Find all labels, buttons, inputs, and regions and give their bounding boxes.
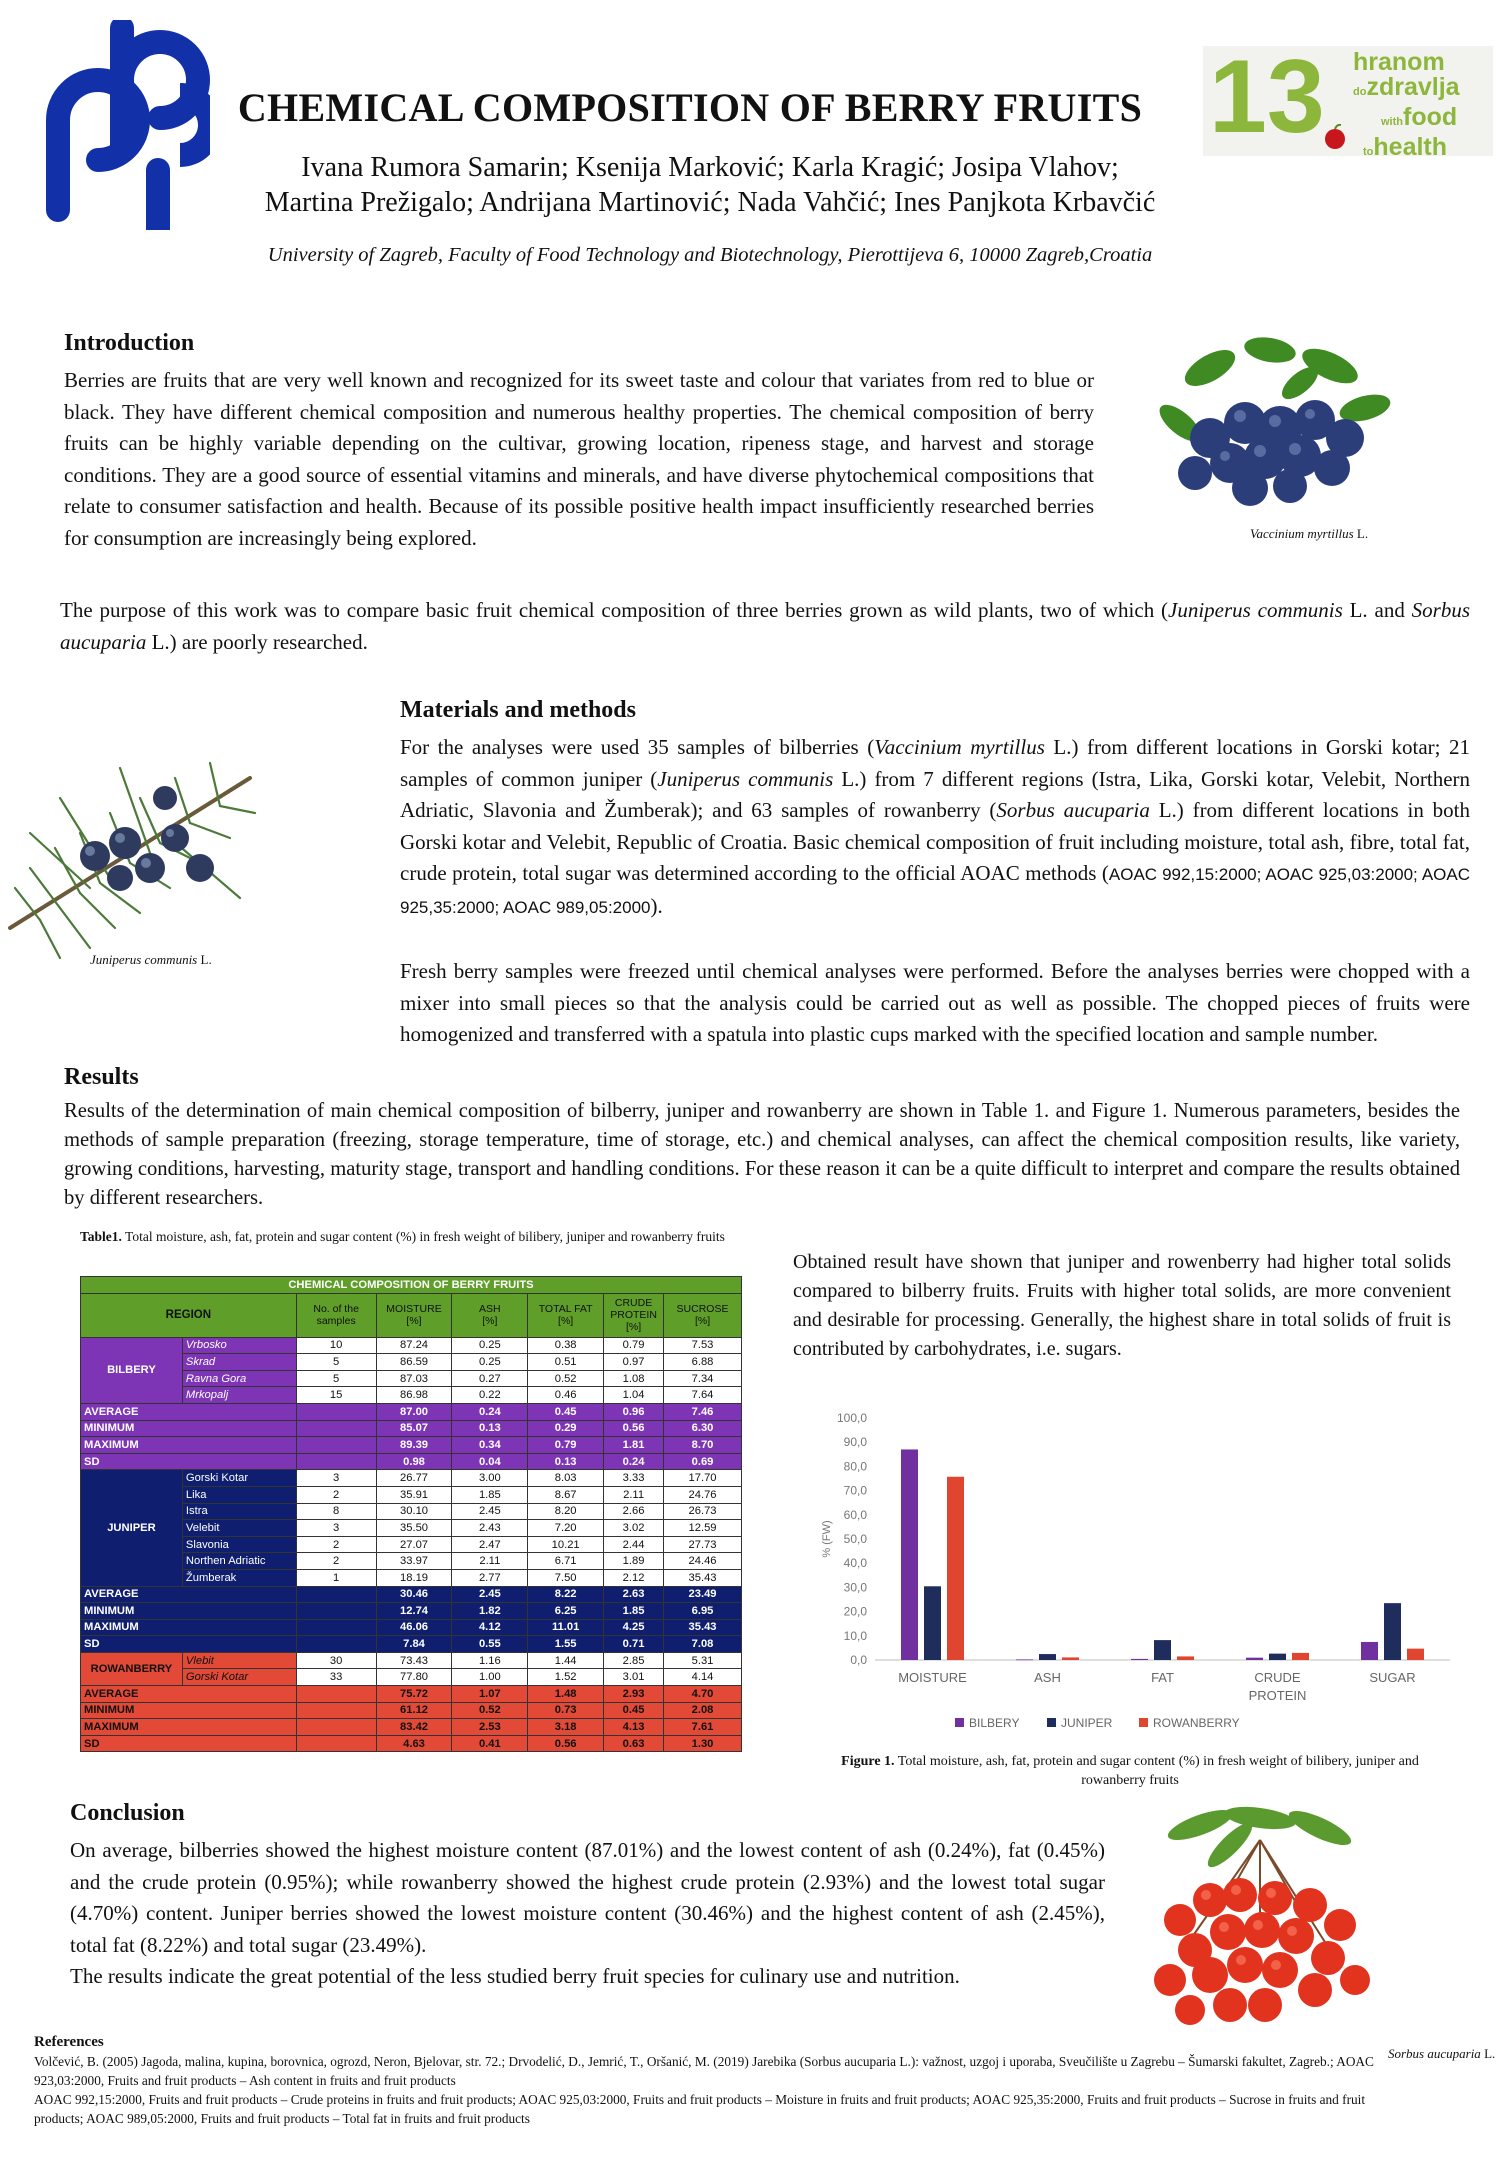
value-cell: 0.25	[452, 1337, 528, 1354]
location-cell: Gorski Kotar	[182, 1470, 296, 1487]
bar-bilbery-moisture	[901, 1449, 918, 1660]
stat-value-cell: 0.52	[452, 1702, 528, 1719]
stat-label: MAXIMUM	[81, 1719, 297, 1736]
bar-bilbery-ash	[1016, 1659, 1033, 1660]
legend-label-bilbery: BILBERY	[969, 1716, 1020, 1730]
methods-text-2: Fresh berry samples were freezed until chemical analyses were performed. Before the analyses berries were chopped with a mixer into small pieces so that the analysis could be carried out as well as possible. The chopped pieces of fruits were homogenized and transferred with a spatula into plastic cups marked with the specified location and sample number.	[400, 959, 1470, 1046]
value-cell: 87.03	[376, 1370, 452, 1387]
results-text: Results of the determination of main chemical composition of bilberry, juniper and rowanberry are shown in Table 1. and Figure 1. Numerous parameters, besides the methods of sample preparation (freezing, storage temperature, time of storage, etc.) and chemical analyses, can affect the chemical composition results, like variety, growing conditions, harvesting, maturity stage, transport and handling conditions. For these reason it can be a quite difficult to interpret and compare the results obtained by different researchers.	[64, 1100, 1460, 1209]
stat-value-cell: 7.84	[376, 1636, 452, 1653]
stat-value-cell: 1.55	[528, 1636, 604, 1653]
methods-text-1: For the analyses were used 35 samples of bilberries (Vaccinium myrtillus L.) from different locations in Gorski kotar; 21 samples of common juniper (Juniperus communis L.) from 7 different regions (Istra, Lika, Gorski kotar, Velebit, Northern Adriatic, Slavonia and Žumberak); and 63 samples of rowanberry (Sorbus aucuparia L.) from different locations in both Gorski kotar and Velebit, Republic of Croatia. Basic chemical composition of fruit including moisture, total ash, fibre, total fat, crude protein, total sugar was determined according to the official AOAC methods (AOAC 992,15:2000; AOAC 925,03:2000; AOAC 925,35:2000; AOAC 989,05:2000).	[400, 735, 1471, 918]
header-samples: No. of the samples	[296, 1293, 376, 1337]
bar-bilbery-sugar	[1361, 1642, 1378, 1660]
stat-label: SD	[81, 1735, 297, 1752]
conclusion-text-2: The results indicate the great potential of the less studied berry fruit species for culinary use and nutrition.	[70, 1964, 960, 1988]
value-cell: 2.47	[452, 1536, 528, 1553]
stat-label: MAXIMUM	[81, 1619, 297, 1636]
value-cell: 8.03	[528, 1470, 604, 1487]
x-tick-label: SUGAR	[1369, 1670, 1416, 1685]
value-cell: 4.14	[664, 1669, 742, 1686]
value-cell: 15	[296, 1387, 376, 1404]
stat-value-cell: 0.69	[664, 1453, 742, 1470]
stat-value-cell: 0.45	[528, 1403, 604, 1420]
stat-row	[81, 1586, 742, 1603]
value-cell: 3.00	[452, 1470, 528, 1487]
bilberry-image	[1150, 328, 1400, 528]
bar-chart	[800, 1400, 1460, 1740]
stat-label: AVERAGE	[81, 1686, 297, 1703]
juniper-caption: Juniperus communis L.	[90, 952, 212, 967]
value-cell: 1.52	[528, 1669, 604, 1686]
stat-value-cell: 4.63	[376, 1735, 452, 1752]
stat-value-cell: 87.00	[376, 1403, 452, 1420]
header-region: REGION	[81, 1293, 297, 1337]
composition-table	[80, 1276, 742, 1752]
value-cell: 0.51	[528, 1354, 604, 1371]
value-cell: 8.67	[528, 1486, 604, 1503]
event-logo-text: hranom dozdravlja withfood tohealth	[1353, 48, 1460, 161]
value-cell: 2	[296, 1553, 376, 1570]
stat-value-cell: 2.63	[604, 1586, 664, 1603]
value-cell: 3	[296, 1470, 376, 1487]
table-row	[81, 1337, 742, 1354]
stat-label: SD	[81, 1636, 297, 1653]
value-cell: 24.76	[664, 1486, 742, 1503]
table-row	[81, 1652, 742, 1669]
stat-value-cell: 4.13	[604, 1719, 664, 1736]
x-tick-label: PROTEIN	[1248, 1688, 1307, 1703]
stat-value-cell: 1.07	[452, 1686, 528, 1703]
location-cell: Mrkopalj	[182, 1387, 296, 1404]
stat-blank-cell	[296, 1636, 376, 1653]
stat-blank-cell	[296, 1719, 376, 1736]
y-tick-label: 50,0	[843, 1532, 867, 1546]
bilberry-caption: Vaccinium myrtillus L.	[1250, 526, 1369, 541]
y-tick-label: 30,0	[843, 1580, 867, 1595]
stat-row	[81, 1453, 742, 1470]
stat-value-cell: 0.98	[376, 1453, 452, 1470]
rowanberry-image	[1120, 1800, 1400, 2050]
value-cell: 10.21	[528, 1536, 604, 1553]
value-cell: 2.66	[604, 1503, 664, 1520]
value-cell: 8	[296, 1503, 376, 1520]
stat-blank-cell	[296, 1619, 376, 1636]
group-name-cell: JUNIPER	[81, 1470, 183, 1586]
stat-value-cell: 7.46	[664, 1403, 742, 1420]
stat-row	[81, 1702, 742, 1719]
value-cell: 12.59	[664, 1520, 742, 1537]
stat-value-cell: 0.24	[452, 1403, 528, 1420]
header-sucrose: SUCROSE [%]	[664, 1293, 742, 1337]
stat-value-cell: 4.25	[604, 1619, 664, 1636]
value-cell: 7.64	[664, 1387, 742, 1404]
bar-juniper-fat	[1154, 1640, 1171, 1660]
stat-value-cell: 30.46	[376, 1586, 452, 1603]
references-text-1: Volčević, B. (2005) Jagoda, malina, kupina, borovnica, ogrozd, Neron, Bjelovar, str. 72.; Drvodelić, D., Jemrić, T., Oršanić, M. (2019) Jarebika (Sorbus aucuparia L.): važnost, uzgoj i uporaba, Sveučilište u Zagrebu – Šumarski fakultet, Zagreb.; AOAC 923,03:2000, Fruits and fruit products – Ash content in fruits and fruit products	[34, 2054, 1374, 2088]
value-cell: 87.24	[376, 1337, 452, 1354]
figure-caption: Figure 1. Total moisture, ash, fat, protein and sugar content (%) in fresh weight of bilibery, juniper and rowanberry fruits	[841, 1754, 1419, 1788]
value-cell: 2	[296, 1486, 376, 1503]
stat-value-cell: 2.45	[452, 1586, 528, 1603]
rowanberry-caption: Sorbus aucuparia L.	[1388, 2046, 1496, 2061]
value-cell: 1.85	[452, 1486, 528, 1503]
value-cell: 86.98	[376, 1387, 452, 1404]
x-tick-label: CRUDE	[1254, 1670, 1301, 1685]
value-cell: 17.70	[664, 1470, 742, 1487]
value-cell: 18.19	[376, 1569, 452, 1586]
stat-row	[81, 1437, 742, 1454]
bar-juniper-sugar	[1384, 1603, 1401, 1660]
stat-row	[81, 1420, 742, 1437]
stat-value-cell: 1.82	[452, 1603, 528, 1620]
x-tick-label: ASH	[1034, 1670, 1061, 1685]
stat-blank-cell	[296, 1420, 376, 1437]
stat-value-cell: 11.01	[528, 1619, 604, 1636]
group-name-cell: BILBERY	[81, 1337, 183, 1403]
y-tick-label: 40,0	[843, 1556, 867, 1571]
results-heading: Results	[64, 1064, 139, 1090]
legend-swatch-bilbery	[955, 1718, 964, 1727]
location-cell: Gorski Kotar	[182, 1669, 296, 1686]
stat-value-cell: 89.39	[376, 1437, 452, 1454]
stat-label: MAXIMUM	[81, 1437, 297, 1454]
table-row	[81, 1470, 742, 1487]
value-cell: 7.53	[664, 1337, 742, 1354]
stat-label: AVERAGE	[81, 1403, 297, 1420]
event-logo	[1203, 39, 1493, 161]
stat-blank-cell	[296, 1403, 376, 1420]
y-tick-label: 80,0	[843, 1459, 867, 1474]
stat-value-cell: 0.29	[528, 1420, 604, 1437]
value-cell: 26.73	[664, 1503, 742, 1520]
stat-value-cell: 1.30	[664, 1735, 742, 1752]
value-cell: 1.04	[604, 1387, 664, 1404]
header-moisture: MOISTURE [%]	[376, 1293, 452, 1337]
stat-value-cell: 61.12	[376, 1702, 452, 1719]
y-tick-label: 20,0	[843, 1604, 867, 1619]
x-tick-label: MOISTURE	[898, 1670, 967, 1685]
legend-label-juniper: JUNIPER	[1061, 1716, 1113, 1730]
value-cell: 0.22	[452, 1387, 528, 1404]
results-side-text: Obtained result have shown that juniper and rowenberry had higher total solids compared to bilberry fruits. Fruits with higher total solids, are more convenient and desirable for processing. Generally, the highest share in total solids of fruit is contributed by carbohydrates, i.e. sugars.	[793, 1251, 1451, 1360]
stat-value-cell: 46.06	[376, 1619, 452, 1636]
stat-value-cell: 8.22	[528, 1586, 604, 1603]
stat-value-cell: 2.93	[604, 1686, 664, 1703]
purpose-text: The purpose of this work was to compare basic fruit chemical composition of three berries grown as wild plants, two of which (Juniperus communis L. and Sorbus aucuparia L.) are poorly researched.	[60, 598, 1470, 654]
y-axis-label: % (FW)	[821, 1520, 833, 1558]
value-cell: 2.12	[604, 1569, 664, 1586]
value-cell: 26.77	[376, 1470, 452, 1487]
stat-label: MINIMUM	[81, 1702, 297, 1719]
bar-rowanberry-moisture	[947, 1477, 964, 1660]
stat-value-cell: 75.72	[376, 1686, 452, 1703]
value-cell: 7.50	[528, 1569, 604, 1586]
stat-value-cell: 0.24	[604, 1453, 664, 1470]
references	[34, 2032, 1384, 2128]
stat-value-cell: 85.07	[376, 1420, 452, 1437]
y-tick-label: 70,0	[843, 1483, 867, 1498]
stat-value-cell: 0.56	[528, 1735, 604, 1752]
stat-row	[81, 1636, 742, 1653]
value-cell: 1.89	[604, 1553, 664, 1570]
author-list: Ivana Rumora Samarin; Ksenija Marković; Karla Kragić; Josipa Vlahov; Martina Prežigalo; Andrijana Martinović; Nada Vahčić; Ines Panjkota Krbavčić	[264, 152, 1156, 218]
location-cell: Northen Adriatic	[182, 1553, 296, 1570]
value-cell: 1.08	[604, 1370, 664, 1387]
legend-swatch-rowanberry	[1139, 1718, 1148, 1727]
value-cell: 27.73	[664, 1536, 742, 1553]
value-cell: 35.91	[376, 1486, 452, 1503]
stat-blank-cell	[296, 1603, 376, 1620]
legend-label-rowanberry: ROWANBERRY	[1153, 1716, 1240, 1730]
location-cell: Vrbosko	[182, 1337, 296, 1354]
stat-row	[81, 1403, 742, 1420]
juniper-image	[0, 738, 260, 968]
value-cell: 6.71	[528, 1553, 604, 1570]
bar-rowanberry-sugar	[1407, 1649, 1424, 1660]
stat-row	[81, 1719, 742, 1736]
value-cell: 0.46	[528, 1387, 604, 1404]
location-cell: Lika	[182, 1486, 296, 1503]
stat-value-cell: 0.04	[452, 1453, 528, 1470]
stat-row	[81, 1619, 742, 1636]
bar-juniper-moisture	[924, 1586, 941, 1660]
value-cell: 24.46	[664, 1553, 742, 1570]
y-tick-label: 90,0	[843, 1435, 867, 1450]
stat-label: MINIMUM	[81, 1603, 297, 1620]
y-tick-label: 0,0	[850, 1653, 867, 1667]
stat-blank-cell	[296, 1437, 376, 1454]
stat-value-cell: 2.08	[664, 1702, 742, 1719]
stat-blank-cell	[296, 1453, 376, 1470]
value-cell: 10	[296, 1337, 376, 1354]
apple-icon	[1323, 124, 1347, 150]
value-cell: 1.16	[452, 1652, 528, 1669]
value-cell: 2.85	[604, 1652, 664, 1669]
value-cell: 3.01	[604, 1669, 664, 1686]
value-cell: 0.79	[604, 1337, 664, 1354]
stat-label: SD	[81, 1453, 297, 1470]
y-tick-label: 60,0	[843, 1507, 867, 1522]
stat-value-cell: 6.95	[664, 1603, 742, 1620]
value-cell: 35.50	[376, 1520, 452, 1537]
stat-value-cell: 6.25	[528, 1603, 604, 1620]
location-cell: Vlebit	[182, 1652, 296, 1669]
value-cell: 3.33	[604, 1470, 664, 1487]
bar-rowanberry-crude-protein	[1292, 1653, 1309, 1660]
value-cell: 0.25	[452, 1354, 528, 1371]
stat-value-cell: 7.08	[664, 1636, 742, 1653]
value-cell: 3	[296, 1520, 376, 1537]
introduction-text: Berries are fruits that are very well known and recognized for its sweet taste and colour that variates from red to blue or black. They have different chemical composition and numerous healthy properties. The chemical composition of berry fruits can be highly variable depending on the cultivar, growing location, ripeness stage, and harvest and storage conditions. They are a good source of essential vitamins and minerals, and have diverse phytochemical compositions that relate to consumer satisfaction and health. Because of its possible positive health impact insufficiently researched berries for consumption are increasingly being explored.	[64, 368, 1094, 550]
stat-value-cell: 1.81	[604, 1437, 664, 1454]
value-cell: 30.10	[376, 1503, 452, 1520]
stat-value-cell: 0.63	[604, 1735, 664, 1752]
stat-value-cell: 2.53	[452, 1719, 528, 1736]
value-cell: 2.43	[452, 1520, 528, 1537]
stat-value-cell: 0.73	[528, 1702, 604, 1719]
event-logo-number: 13	[1209, 39, 1325, 155]
stat-value-cell: 0.34	[452, 1437, 528, 1454]
bar-bilbery-fat	[1131, 1659, 1148, 1660]
stat-value-cell: 83.42	[376, 1719, 452, 1736]
x-tick-label: FAT	[1151, 1670, 1174, 1685]
stat-blank-cell	[296, 1686, 376, 1703]
value-cell: 5	[296, 1354, 376, 1371]
value-cell: 2	[296, 1536, 376, 1553]
bar-rowanberry-ash	[1062, 1657, 1079, 1660]
y-tick-label: 10,0	[843, 1628, 867, 1643]
value-cell: 30	[296, 1652, 376, 1669]
stat-value-cell: 35.43	[664, 1619, 742, 1636]
stat-value-cell: 3.18	[528, 1719, 604, 1736]
value-cell: 2.11	[604, 1486, 664, 1503]
value-cell: 77.80	[376, 1669, 452, 1686]
location-cell: Ravna Gora	[182, 1370, 296, 1387]
value-cell: 33	[296, 1669, 376, 1686]
location-cell: Žumberak	[182, 1569, 296, 1586]
stat-value-cell: 0.56	[604, 1420, 664, 1437]
value-cell: 1.44	[528, 1652, 604, 1669]
stat-value-cell: 7.61	[664, 1719, 742, 1736]
stat-value-cell: 0.79	[528, 1437, 604, 1454]
value-cell: 73.43	[376, 1652, 452, 1669]
value-cell: 2.45	[452, 1503, 528, 1520]
value-cell: 5	[296, 1370, 376, 1387]
value-cell: 3.02	[604, 1520, 664, 1537]
stat-row	[81, 1735, 742, 1752]
value-cell: 6.88	[664, 1354, 742, 1371]
value-cell: 2.11	[452, 1553, 528, 1570]
conclusion-heading: Conclusion	[70, 1800, 185, 1826]
stat-value-cell: 4.12	[452, 1619, 528, 1636]
introduction-heading: Introduction	[64, 330, 195, 356]
header-fat: TOTAL FAT [%]	[528, 1293, 604, 1337]
references-text-2: AOAC 992,15:2000, Fruits and fruit products – Crude proteins in fruits and fruit products; AOAC 925,03:2000, Fruits and fruit products – Moisture in fruits and fruit products; AOAC 925,35:2000, Fruits and fruit products – Sucrose in fruits and fruit products; AOAC 989,05:2000, Fruits and fruit products – Total fat in fruits and fruit products	[34, 2092, 1366, 2126]
stat-value-cell: 4.70	[664, 1686, 742, 1703]
value-cell: 0.38	[528, 1337, 604, 1354]
references-heading: References	[34, 2034, 104, 2050]
stat-value-cell: 0.41	[452, 1735, 528, 1752]
stat-value-cell: 0.13	[452, 1420, 528, 1437]
conclusion-text-1: On average, bilberries showed the highest moisture content (87.01%) and the lowest content of ash (0.24%), fat (0.45%) and the crude protein (0.95%); while rowanberry showed the highest crude protein (2.93%) and the lowest total sugar (4.70%) content. Juniper berries showed the lowest moisture content (30.46%) and the highest content of ash (2.45%), total fat (8.22%) and total sugar (23.49%).	[70, 1838, 1105, 1957]
stat-value-cell: 6.30	[664, 1420, 742, 1437]
header-ash: ASH [%]	[452, 1293, 528, 1337]
group-name-cell: ROWANBERRY	[81, 1652, 183, 1685]
location-cell: Skrad	[182, 1354, 296, 1371]
value-cell: 8.20	[528, 1503, 604, 1520]
value-cell: 7.34	[664, 1370, 742, 1387]
stat-value-cell: 0.45	[604, 1702, 664, 1719]
stat-value-cell: 1.48	[528, 1686, 604, 1703]
stat-value-cell: 0.55	[452, 1636, 528, 1653]
bar-juniper-crude-protein	[1269, 1654, 1286, 1660]
value-cell: 33.97	[376, 1553, 452, 1570]
stat-row	[81, 1603, 742, 1620]
stat-value-cell: 12.74	[376, 1603, 452, 1620]
legend-swatch-juniper	[1047, 1718, 1056, 1727]
header-protein: CRUDE PROTEIN [%]	[604, 1293, 664, 1337]
stat-value-cell: 23.49	[664, 1586, 742, 1603]
value-cell: 27.07	[376, 1536, 452, 1553]
bar-bilbery-crude-protein	[1246, 1658, 1263, 1660]
value-cell: 1	[296, 1569, 376, 1586]
table-title: CHEMICAL COMPOSITION OF BERRY FRUITS	[81, 1277, 742, 1294]
location-cell: Velebit	[182, 1520, 296, 1537]
stat-value-cell: 1.85	[604, 1603, 664, 1620]
bar-rowanberry-fat	[1177, 1656, 1194, 1660]
value-cell: 0.97	[604, 1354, 664, 1371]
bar-juniper-ash	[1039, 1654, 1056, 1660]
value-cell: 86.59	[376, 1354, 452, 1371]
value-cell: 5.31	[664, 1652, 742, 1669]
value-cell: 2.44	[604, 1536, 664, 1553]
value-cell: 0.27	[452, 1370, 528, 1387]
y-tick-label: 100,0	[836, 1411, 867, 1425]
stat-blank-cell	[296, 1735, 376, 1752]
table-caption: Table1. Total moisture, ash, fat, protein and sugar content (%) in fresh weight of bilibery, juniper and rowanberry fruits	[80, 1229, 725, 1244]
stat-value-cell: 0.13	[528, 1453, 604, 1470]
stat-row	[81, 1686, 742, 1703]
stat-value-cell: 0.96	[604, 1403, 664, 1420]
stat-blank-cell	[296, 1702, 376, 1719]
location-cell: Istra	[182, 1503, 296, 1520]
affiliation: University of Zagreb, Faculty of Food Technology and Biotechnology, Pierottijeva 6, 10000 Zagreb,Croatia	[267, 244, 1153, 266]
value-cell: 0.52	[528, 1370, 604, 1387]
value-cell: 35.43	[664, 1569, 742, 1586]
stat-value-cell: 8.70	[664, 1437, 742, 1454]
stat-blank-cell	[296, 1586, 376, 1603]
methods-heading: Materials and methods	[400, 697, 636, 723]
location-cell: Slavonia	[182, 1536, 296, 1553]
value-cell: 7.20	[528, 1520, 604, 1537]
stat-value-cell: 0.71	[604, 1636, 664, 1653]
poster-title: CHEMICAL COMPOSITION OF BERRY FRUITS	[237, 85, 1143, 130]
stat-label: AVERAGE	[81, 1586, 297, 1603]
value-cell: 2.77	[452, 1569, 528, 1586]
value-cell: 1.00	[452, 1669, 528, 1686]
stat-label: MINIMUM	[81, 1420, 297, 1437]
